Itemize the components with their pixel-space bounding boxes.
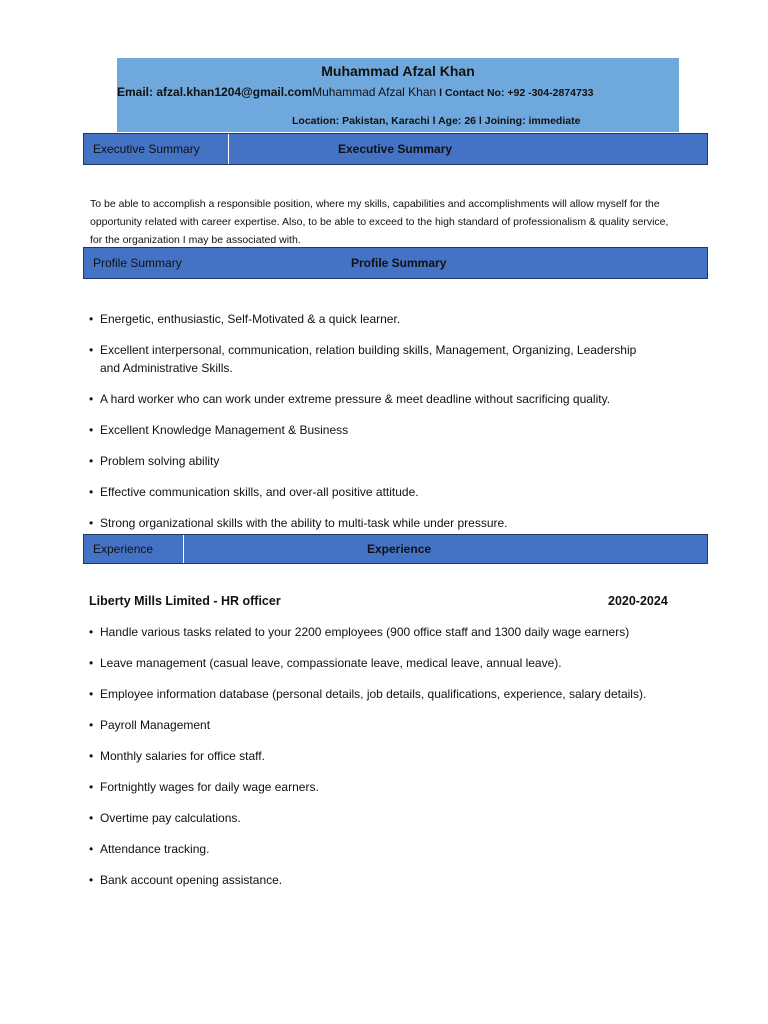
executive-summary-text: To be able to accomplish a responsible position, where my skills, capabilities and accomplishments will allow myself for the opportunity related with career expertise. Also, to be able to exceed to the high standard of professionalism & quality service, for the organization I may be associated with.: [90, 198, 669, 246]
list-item: • Energetic, enthusiastic, Self-Motivated & a quick learner.: [89, 312, 401, 326]
list-item: • Handle various tasks related to your 2200 employees (900 office staff and 1300 daily wage earners): [89, 625, 630, 639]
list-item: • Attendance tracking.: [89, 842, 210, 856]
list-item: • Problem solving ability: [89, 454, 220, 468]
list-item: • Payroll Management: [89, 718, 211, 732]
list-item: • Overtime pay calculations.: [89, 811, 241, 825]
experience-bar: [83, 534, 708, 564]
job-title: Liberty Mills Limited - HR officer: [89, 594, 281, 608]
job-years: 2020-2024: [608, 594, 668, 608]
list-item: • Employee information database (personal details, job details, qualifications, experience, salary details).: [89, 687, 647, 701]
executive-summary-heading: Executive Summary: [338, 142, 453, 156]
section-divider: [228, 134, 229, 164]
list-item: • Excellent interpersonal, communication, relation building skills, Management, Organizing, Leadership and Administrative Skills.: [89, 343, 637, 375]
executive-summary-bar: [83, 133, 708, 165]
section-divider: [183, 535, 184, 563]
experience-heading: Experience: [367, 542, 432, 556]
list-item: • Effective communication skills, and over-all positive attitude.: [89, 485, 419, 499]
list-item: • Bank account opening assistance.: [89, 873, 283, 887]
list-item: • Monthly salaries for office staff.: [89, 749, 265, 763]
email-text: Email: afzal.khan1204@gmail.com: [117, 85, 313, 99]
contact-line: [117, 85, 593, 99]
name-repeat-text: Muhammad Afzal Khan: [312, 85, 437, 99]
list-item: • A hard worker who can work under extreme pressure & meet deadline without sacrificing quality.: [89, 392, 611, 406]
profile-summary-heading: Profile Summary: [351, 256, 447, 270]
list-item: • Excellent Knowledge Management & Business: [89, 423, 349, 437]
contact-number-text: l Contact No: +92 -304-2874733: [436, 87, 594, 99]
resume-header: [117, 58, 679, 132]
list-item: • Fortnightly wages for daily wage earners.: [89, 780, 319, 794]
candidate-name: Muhammad Afzal Khan: [321, 63, 475, 79]
profile-summary-bar: [83, 247, 708, 279]
profile-summary-left-label: Profile Summary: [93, 256, 182, 270]
executive-summary-left-label: Executive Summary: [93, 142, 200, 156]
location-line: Location: Pakistan, Karachi l Age: 26 l Joining: immediate: [292, 115, 581, 127]
experience-left-label: Experience: [93, 542, 154, 556]
list-item: • Leave management (casual leave, compassionate leave, medical leave, annual leave).: [89, 656, 562, 670]
list-item: • Strong organizational skills with the ability to multi-task while under pressure.: [89, 516, 508, 530]
